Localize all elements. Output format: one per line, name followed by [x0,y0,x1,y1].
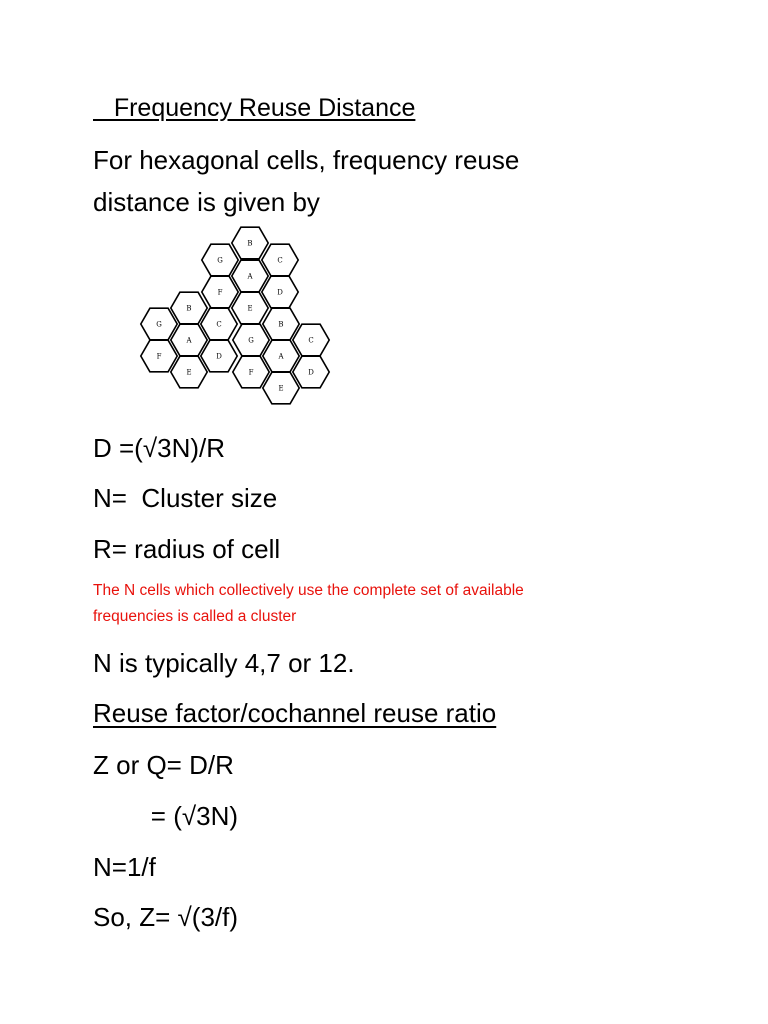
hex-cell-label: G [248,336,254,345]
hex-cell [263,340,299,372]
hexagonal-cell-diagram [134,226,362,414]
hex-cell-label: G [156,320,162,329]
cluster-note-line-2: frequencies is called a cluster [93,608,297,625]
hex-cell [293,356,329,388]
intro-line-1: For hexagonal cells, frequency reuse [93,145,520,175]
hex-cell-label: E [247,304,253,313]
hex-cell [293,324,329,356]
hex-cell-label: A [278,352,284,361]
hex-cell-label: F [217,288,223,297]
hex-cell [141,308,177,340]
hex-cell [232,260,268,292]
equation-cluster-frequency: N=1/f [93,852,156,882]
hex-cell-label: A [247,272,253,281]
hex-cell [262,276,298,308]
equation-final-reuse-ratio: So, Z= √(3/f) [93,902,239,932]
hex-cell [202,244,238,276]
hex-cell-label: D [308,368,314,377]
hex-cell [233,356,269,388]
hex-cell-label: C [308,336,314,345]
typical-cluster-values: N is typically 4,7 or 12. [93,648,355,678]
hex-cell-label: G [217,256,223,265]
hex-cell-label: F [248,368,254,377]
hex-cell-label: D [277,288,283,297]
hex-cell-label: C [277,256,283,265]
hex-cell [171,292,207,324]
page-title: Frequency Reuse Distance [93,94,416,122]
hex-cell [171,324,207,356]
hex-cell-label: F [156,352,162,361]
hex-cell [202,276,238,308]
definition-cluster-size: N= Cluster size [93,483,278,513]
hex-cell [262,244,298,276]
definition-radius: R= radius of cell [93,534,281,564]
hex-cell-label: C [216,320,222,329]
equation-reuse-ratio-continued: = (√3N) [93,801,239,831]
hex-cell [232,292,268,324]
hex-cell-label: D [216,352,222,361]
reuse-factor-heading: Reuse factor/cochannel reuse ratio [93,698,497,728]
hex-cell [141,340,177,372]
equation-distance: D =(√3N)/R [93,433,226,463]
equation-reuse-ratio: Z or Q= D/R [93,750,234,780]
cluster-note-line-1: The N cells which collectively use the complete set of available [93,582,524,599]
intro-line-2: distance is given by [93,187,320,217]
hex-cell [233,324,269,356]
hex-cell-label: A [186,336,192,345]
hex-cell [263,308,299,340]
hex-cell-label: E [278,384,284,393]
hex-cell [171,356,207,388]
hex-cell [201,340,237,372]
hex-cell-label: E [186,368,192,377]
hex-cell [263,372,299,404]
hex-cell [201,308,237,340]
hex-cell [232,227,268,259]
hex-cell-label: B [278,320,284,329]
hex-cell-label: B [247,239,253,248]
hex-cell-label: B [186,304,192,313]
